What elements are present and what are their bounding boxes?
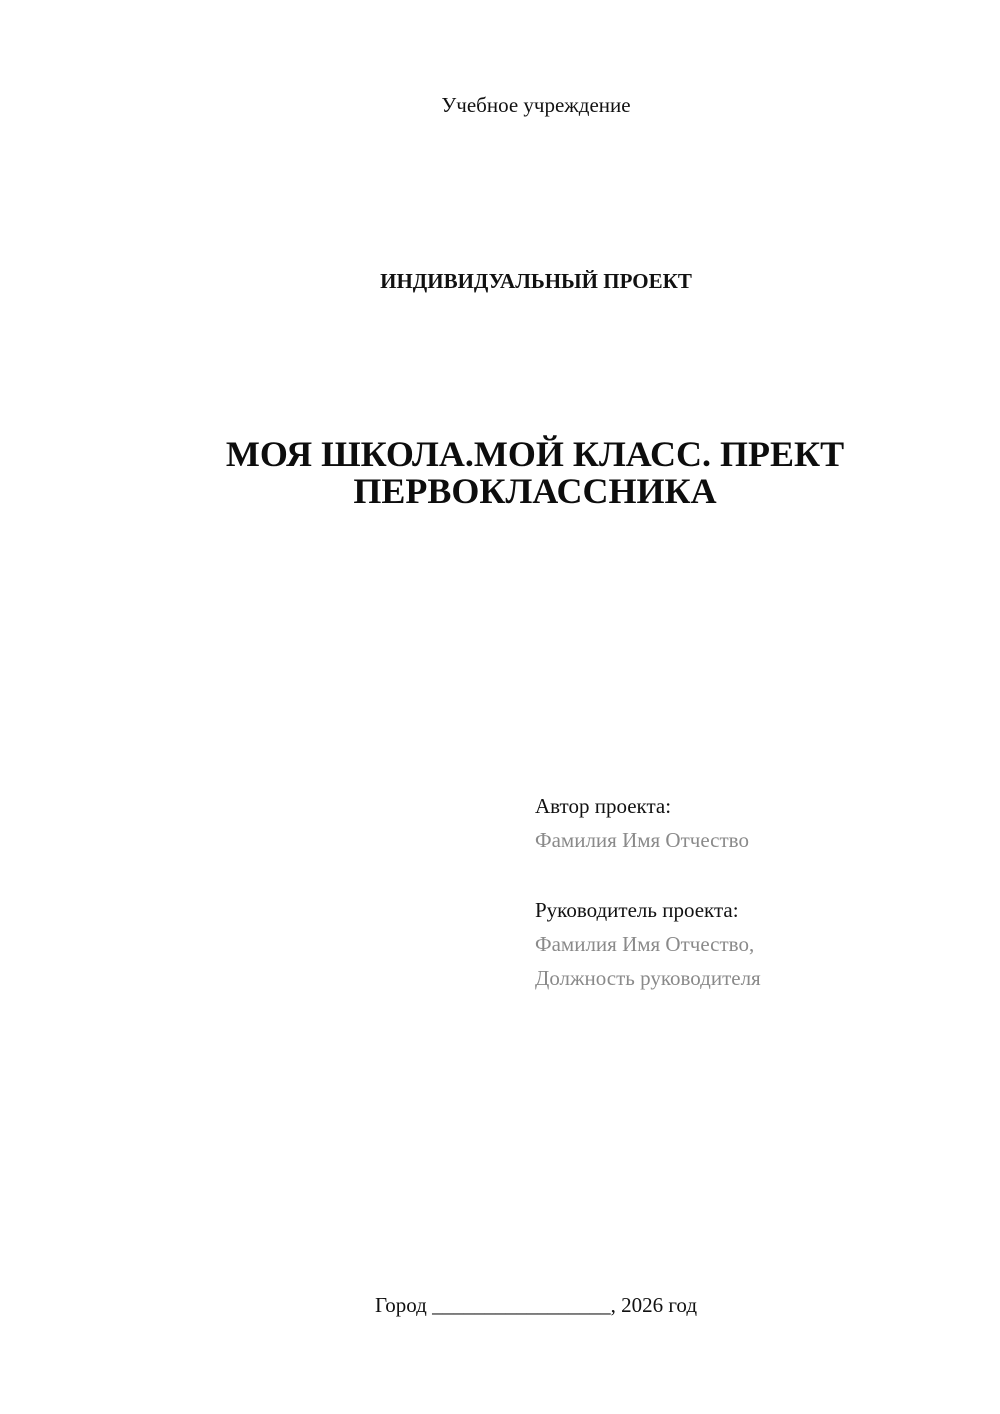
supervisor-position: Должность руководителя <box>535 966 761 990</box>
city-year-line: Город _________________, 2026 год <box>374 1293 698 1317</box>
project-title-line-2: ПЕРВОКЛАССНИКА <box>353 471 717 511</box>
project-title <box>170 436 900 510</box>
credits-block <box>535 789 975 995</box>
institution-name: Учебное учреждение <box>441 93 631 117</box>
credits-spacer <box>535 857 975 893</box>
supervisor-name: Фамилия Имя Отчество, <box>535 932 755 956</box>
author-name: Фамилия Имя Отчество <box>535 828 749 852</box>
project-title-line-1: МОЯ ШКОЛА.МОЙ КЛАСС. ПРЕКТ <box>225 434 845 474</box>
supervisor-label: Руководитель проекта: <box>535 898 739 922</box>
document-type: ИНДИВИДУАЛЬНЫЙ ПРОЕКТ <box>380 269 692 293</box>
author-label: Автор проекта: <box>535 794 672 818</box>
